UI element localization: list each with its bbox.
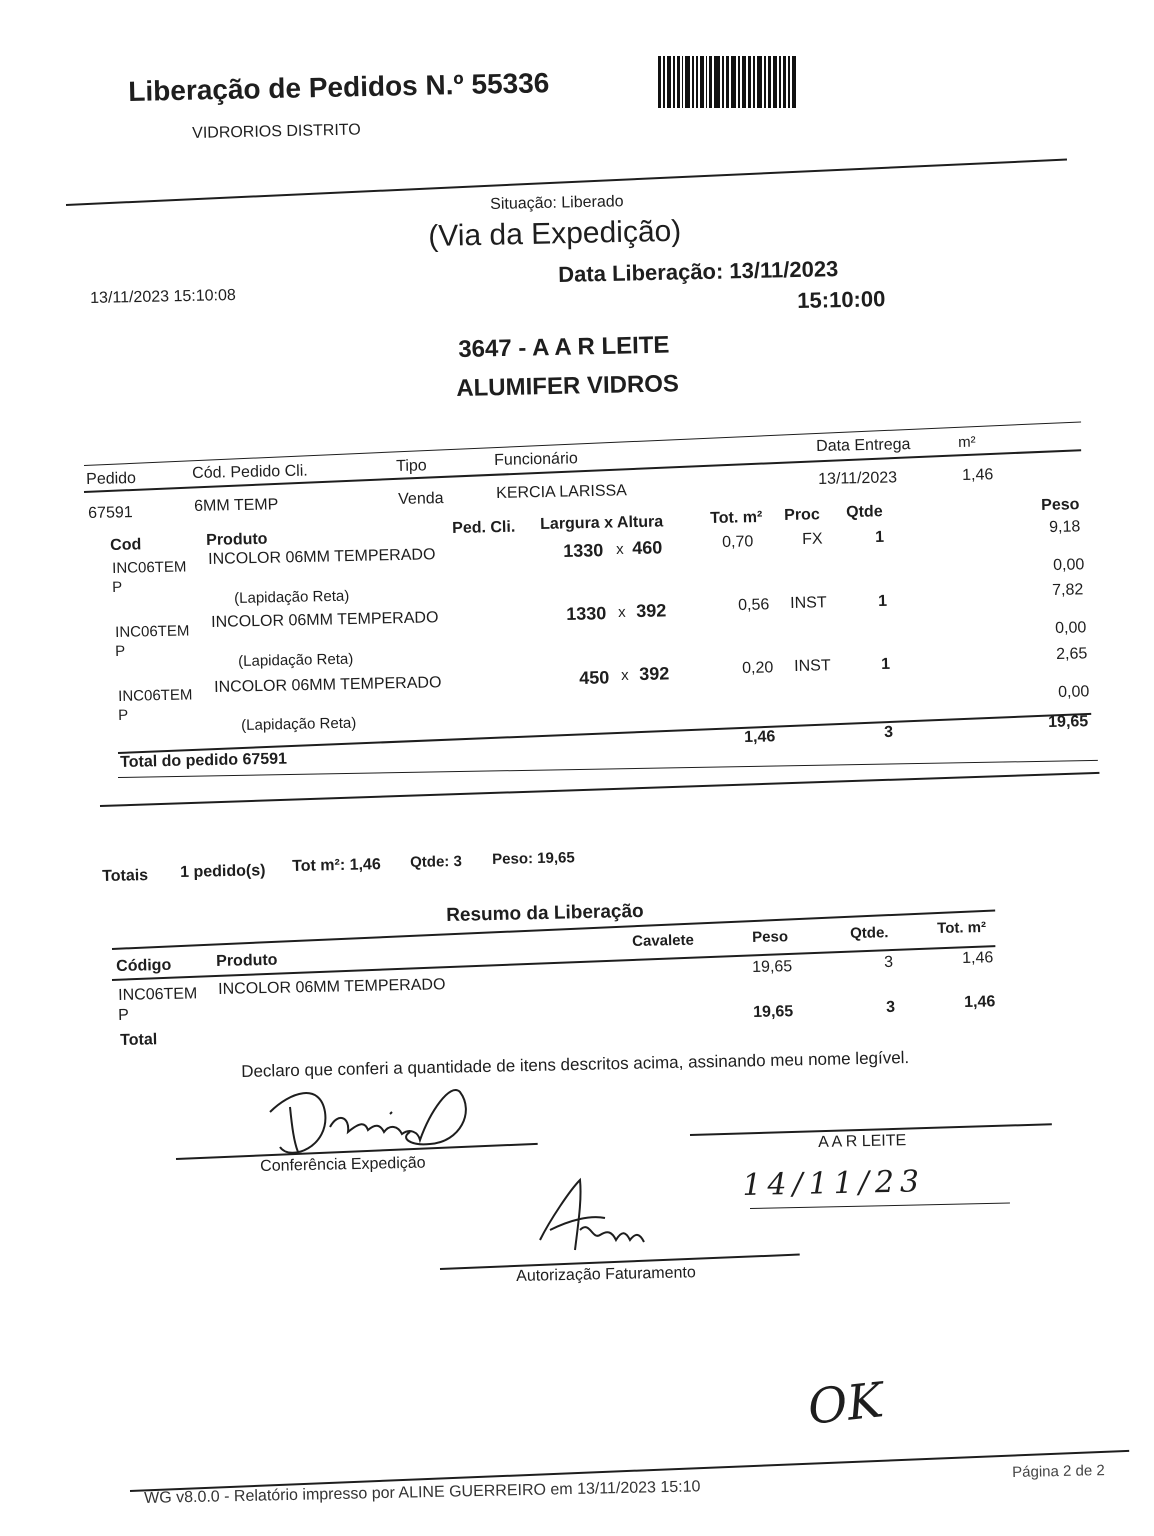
- totals-tot-m2: Tot m²: 1,46: [292, 856, 381, 875]
- item-1-beneficiamento: (Lapidação Reta): [234, 587, 350, 607]
- item-2-beneficiamento: (Lapidação Reta): [238, 650, 354, 670]
- document-title: Liberação de Pedidos N.º 55336: [128, 67, 550, 107]
- summary-row-peso: 19,65: [752, 958, 793, 976]
- item-1-qtde: 1: [875, 528, 885, 546]
- page-number: Página 2 de 2: [1012, 1462, 1105, 1481]
- status-text: Situação: Liberado: [490, 193, 624, 213]
- summary-col-peso: Peso: [752, 928, 789, 946]
- items-col-qtde: Qtde: [846, 503, 883, 521]
- item-1-x: x: [616, 540, 624, 558]
- items-col-produto: Produto: [206, 530, 268, 549]
- item-3-largura: 450: [579, 667, 610, 688]
- funcionario-value: KERCIA LARISSA: [496, 482, 628, 502]
- order-section-bottom-line: [100, 772, 1100, 807]
- conferencia-label: Conferência Expedição: [260, 1154, 426, 1175]
- tipo-value: Venda: [398, 490, 444, 508]
- barcode: [658, 56, 834, 108]
- item-2-altura: 392: [636, 600, 667, 621]
- col-cod-pedido-cli: Cód. Pedido Cli.: [192, 462, 308, 482]
- printed-by: WG v8.0.0 - Relatório impresso por ALINE GUERREIRO em 13/11/2023 15:10: [144, 1478, 701, 1507]
- item-3-beneficiamento: (Lapidação Reta): [241, 714, 357, 734]
- item-1-cod-cont: P: [112, 578, 123, 596]
- item-2-largura: 1330: [566, 603, 607, 624]
- items-col-peso: Peso: [1041, 496, 1080, 514]
- col-m2: m²: [958, 433, 976, 451]
- summary-row-produto: INCOLOR 06MM TEMPERADO: [218, 976, 446, 998]
- item-2-peso: 7,82: [1052, 581, 1084, 599]
- item-1-tot-m2: 0,70: [722, 533, 754, 551]
- items-col-tot-m2: Tot. m²: [710, 508, 763, 527]
- items-col-dimensions: Largura x Altura: [540, 513, 664, 533]
- items-col-cod: Cod: [110, 536, 142, 554]
- item-3-x: x: [621, 666, 629, 684]
- item-2-produto: INCOLOR 06MM TEMPERADO: [211, 609, 439, 631]
- item-3-proc: INST: [794, 657, 831, 675]
- summary-col-codigo: Código: [116, 956, 172, 975]
- totals-qtde: Qtde: 3: [410, 852, 463, 871]
- col-data-entrega: Data Entrega: [816, 436, 911, 455]
- item-1-altura: 460: [632, 537, 663, 558]
- declaration-text: Declaro que conferi a quantidade de itens descritos acima, assinando meu nome legível.: [241, 1048, 910, 1081]
- cod-pedido-cli: 6MM TEMP: [194, 496, 279, 515]
- item-1-peso: 9,18: [1049, 518, 1081, 536]
- order-header-top-line: [84, 421, 1081, 466]
- company-name: VIDRORIOS DISTRITO: [192, 121, 361, 142]
- items-col-proc: Proc: [784, 506, 820, 524]
- item-1-produto: INCOLOR 06MM TEMPERADO: [208, 546, 436, 568]
- release-time: 15:10:00: [797, 286, 886, 313]
- data-entrega-value: 13/11/2023: [818, 469, 898, 488]
- summary-col-cavalete: Cavalete: [632, 931, 695, 950]
- summary-total-tot-m2: 1,46: [964, 993, 996, 1011]
- item-3-altura: 392: [639, 663, 670, 684]
- client-signature-name: A A R LEITE: [818, 1132, 907, 1151]
- pedido-number: 67591: [88, 504, 133, 522]
- summary-row-codigo: INC06TEM: [118, 985, 198, 1004]
- totals-label: Totais: [102, 867, 149, 885]
- summary-title: Resumo da Liberação: [446, 900, 644, 926]
- copy-label: (Via da Expedição): [428, 214, 682, 253]
- item-3-peso: 2,65: [1056, 645, 1088, 663]
- summary-total-peso: 19,65: [753, 1003, 794, 1021]
- totals-pedidos: 1 pedido(s): [180, 862, 266, 881]
- item-2-tot-m2: 0,56: [738, 596, 770, 614]
- summary-row-codigo-cont: P: [118, 1006, 130, 1024]
- totals-peso: Peso: 19,65: [492, 849, 575, 868]
- col-pedido: Pedido: [86, 469, 137, 488]
- autorizacao-label: Autorização Faturamento: [516, 1264, 696, 1285]
- order-total-m2: 1,46: [744, 728, 776, 746]
- item-3-tot-m2: 0,20: [742, 659, 774, 677]
- item-2-cod: INC06TEM: [115, 622, 190, 641]
- summary-total-qtde: 3: [886, 998, 896, 1016]
- handwritten-date: 14/11/23: [742, 1164, 926, 1203]
- item-1-peso-benef: 0,00: [1053, 556, 1085, 574]
- order-total-label: Total do pedido 67591: [120, 750, 288, 771]
- summary-row-tot-m2: 1,46: [962, 949, 994, 967]
- ok-handwritten-mark: OK: [805, 1372, 886, 1436]
- item-2-qtde: 1: [878, 592, 888, 610]
- item-3-produto: INCOLOR 06MM TEMPERADO: [214, 674, 442, 696]
- col-funcionario: Funcionário: [494, 450, 578, 469]
- item-2-cod-cont: P: [115, 642, 126, 660]
- order-total-qtde: 3: [884, 723, 894, 741]
- summary-row-qtde: 3: [884, 953, 894, 971]
- release-date: Data Liberação: 13/11/2023: [558, 256, 839, 287]
- item-1-cod: INC06TEM: [112, 558, 187, 577]
- autorizacao-signature: [530, 1170, 660, 1260]
- item-2-x: x: [618, 603, 626, 621]
- summary-col-tot-m2: Tot. m²: [937, 918, 987, 937]
- item-2-proc: INST: [790, 594, 827, 612]
- item-1-proc: FX: [802, 530, 823, 548]
- m2-value: 1,46: [962, 466, 994, 484]
- printed-datetime: 13/11/2023 15:10:08: [90, 286, 236, 307]
- item-3-cod-cont: P: [118, 706, 129, 724]
- client-code-name: 3647 - A A R LEITE: [458, 331, 670, 363]
- client-company: ALUMIFER VIDROS: [456, 370, 680, 402]
- col-tipo: Tipo: [396, 457, 427, 475]
- item-3-cod: INC06TEM: [118, 686, 193, 705]
- order-total-peso: 19,65: [1048, 713, 1089, 731]
- item-3-peso-benef: 0,00: [1058, 683, 1090, 701]
- summary-col-produto: Produto: [216, 951, 278, 970]
- summary-col-qtde: Qtde.: [850, 924, 889, 942]
- date-line: [750, 1203, 1010, 1209]
- items-col-ped-cli: Ped. Cli.: [452, 518, 516, 537]
- item-1-largura: 1330: [563, 540, 604, 561]
- summary-total-label: Total: [120, 1031, 158, 1049]
- item-2-peso-benef: 0,00: [1055, 619, 1087, 637]
- item-3-qtde: 1: [881, 655, 891, 673]
- conferencia-signature: [250, 1052, 490, 1162]
